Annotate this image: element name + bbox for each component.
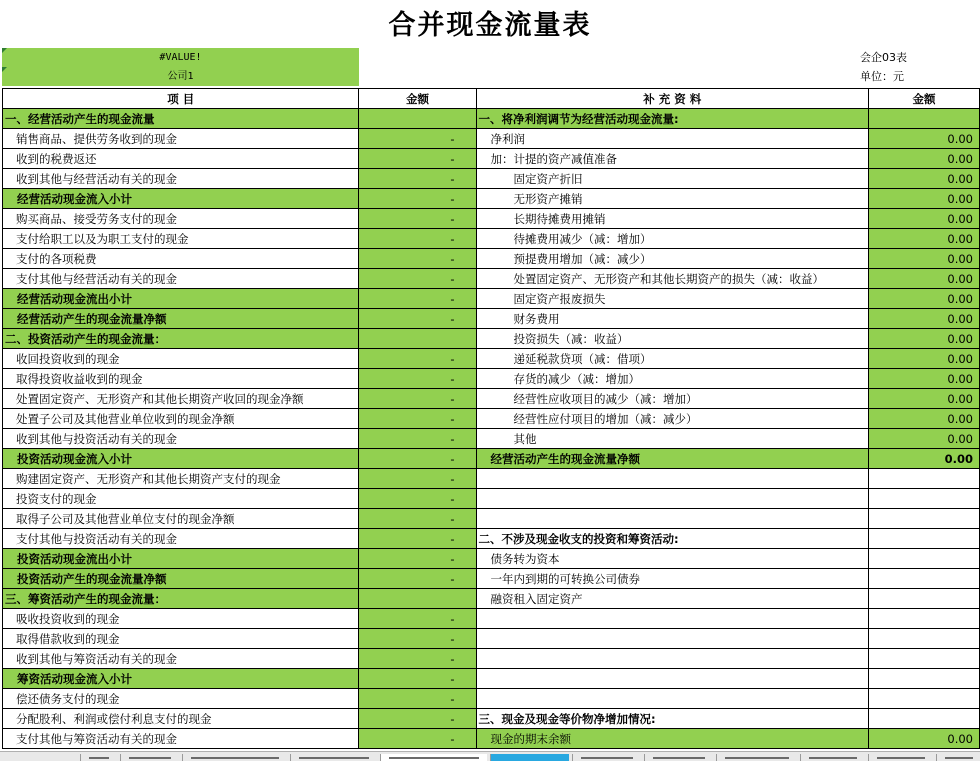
supplement-label-cell[interactable]: 经营性应付项目的增加（减：减少） (476, 409, 868, 429)
supplement-label-cell[interactable]: 待摊费用减少（减：增加） (476, 229, 868, 249)
supplement-label-cell[interactable]: 一、将净利润调节为经营活动现金流量: (476, 109, 868, 129)
amount-cell[interactable]: - (359, 249, 476, 269)
supplement-label-cell[interactable]: 财务费用 (476, 309, 868, 329)
supplement-label-cell[interactable]: 固定资产报废损失 (476, 289, 868, 309)
table-row (3, 249, 980, 269)
item-label-cell[interactable]: 处置固定资产、无形资产和其他长期资产收回的现金净额 (3, 389, 359, 409)
amount-cell[interactable]: - (359, 309, 476, 329)
supplement-amount-cell[interactable] (868, 109, 979, 129)
table-row (3, 269, 980, 289)
supplement-label-cell[interactable]: 债务转为资本 (476, 549, 868, 569)
supplement-label-cell[interactable]: 其他 (476, 429, 868, 449)
table-row (3, 609, 980, 629)
column-header-item[interactable]: 项 目 (3, 89, 359, 109)
supplement-label-cell[interactable] (476, 669, 868, 689)
value-error-cell[interactable]: #VALUE! (2, 48, 359, 67)
company-header-cell[interactable] (2, 48, 359, 86)
supplement-amount-cell[interactable]: 0.00 (868, 289, 979, 309)
table-row (3, 489, 980, 509)
table-row (3, 589, 980, 609)
supplement-label-cell[interactable]: 无形资产摊销 (476, 189, 868, 209)
supplement-amount-cell[interactable]: 0.00 (868, 429, 979, 449)
supplement-label-cell[interactable]: 预提费用增加（减：减少） (476, 249, 868, 269)
table-row (3, 509, 980, 529)
amount-cell[interactable]: - (359, 229, 476, 249)
table-row (3, 129, 980, 149)
supplement-label-cell[interactable] (476, 689, 868, 709)
amount-cell[interactable]: - (359, 389, 476, 409)
column-header-supplement[interactable]: 补 充 资 料 (476, 89, 868, 109)
supplement-amount-cell[interactable]: 0.00 (868, 149, 979, 169)
item-label-cell[interactable]: 取得子公司及其他营业单位支付的现金净额 (3, 509, 359, 529)
supplement-label-cell[interactable] (476, 609, 868, 629)
supplement-label-cell[interactable]: 存货的减少（减：增加） (476, 369, 868, 389)
table-row (3, 409, 980, 429)
item-label-cell[interactable]: 二、投资活动产生的现金流量： (3, 329, 359, 349)
item-label-cell[interactable]: 投资活动现金流出小计 (3, 549, 359, 569)
amount-cell[interactable] (359, 329, 476, 349)
supplement-amount-cell[interactable]: 0.00 (868, 449, 979, 469)
supplement-label-cell[interactable] (476, 649, 868, 669)
supplement-amount-cell[interactable]: 0.00 (868, 389, 979, 409)
amount-cell[interactable]: - (359, 349, 476, 369)
supplement-label-cell[interactable]: 二、不涉及现金收支的投资和筹资活动: (476, 529, 868, 549)
supplement-amount-cell[interactable] (868, 609, 979, 629)
supplement-label-cell[interactable]: 长期待摊费用摊销 (476, 209, 868, 229)
supplement-amount-cell[interactable] (868, 589, 979, 609)
item-label-cell[interactable]: 分配股利、利润或偿付利息支付的现金 (3, 709, 359, 729)
supplement-label-cell[interactable]: 一年内到期的可转换公司债券 (476, 569, 868, 589)
supplement-amount-cell[interactable]: 0.00 (868, 189, 979, 209)
company-name-cell[interactable]: 公司1 (2, 67, 359, 86)
item-label-cell[interactable]: 收到的税费返还 (3, 149, 359, 169)
supplement-label-cell[interactable]: 三、现金及现金等价物净增加情况: (476, 709, 868, 729)
supplement-amount-cell[interactable]: 0.00 (868, 309, 979, 329)
item-label-cell[interactable]: 销售商品、提供劳务收到的现金 (3, 129, 359, 149)
item-label-cell[interactable]: 收到其他与经营活动有关的现金 (3, 169, 359, 189)
amount-cell[interactable]: - (359, 429, 476, 449)
supplement-amount-cell[interactable] (868, 489, 979, 509)
amount-cell[interactable]: - (359, 169, 476, 189)
item-label-cell[interactable]: 支付其他与筹资活动有关的现金 (3, 729, 359, 749)
table-row (3, 289, 980, 309)
item-label-cell[interactable]: 处置子公司及其他营业单位收到的现金净额 (3, 409, 359, 429)
amount-cell[interactable]: - (359, 189, 476, 209)
supplement-amount-cell[interactable] (868, 509, 979, 529)
item-label-cell[interactable]: 支付的各项税费 (3, 249, 359, 269)
amount-cell[interactable]: - (359, 449, 476, 469)
form-code: 会企03表 (860, 51, 907, 64)
amount-cell[interactable] (359, 109, 476, 129)
item-label-cell[interactable]: 取得投资收益收到的现金 (3, 369, 359, 389)
supplement-amount-cell[interactable] (868, 569, 979, 589)
table-row (3, 649, 980, 669)
supplement-label-cell[interactable]: 加：计提的资产减值准备 (476, 149, 868, 169)
supplement-amount-cell[interactable] (868, 549, 979, 569)
amount-cell[interactable]: - (359, 649, 476, 669)
supplement-label-cell[interactable] (476, 489, 868, 509)
item-label-cell[interactable]: 收回投资收到的现金 (3, 349, 359, 369)
supplement-label-cell[interactable]: 经营性应收项目的减少（减：增加） (476, 389, 868, 409)
item-label-cell[interactable]: 三、筹资活动产生的现金流量： (3, 589, 359, 609)
amount-cell[interactable]: - (359, 609, 476, 629)
table-row (3, 569, 980, 589)
supplement-amount-cell[interactable] (868, 689, 979, 709)
item-label-cell[interactable]: 投资支付的现金 (3, 489, 359, 509)
supplement-amount-cell[interactable]: 0.00 (868, 229, 979, 249)
form-info (860, 48, 970, 86)
table-row (3, 349, 980, 369)
item-label-cell[interactable]: 取得借款收到的现金 (3, 629, 359, 649)
table-row (3, 669, 980, 689)
column-header-amount[interactable]: 金额 (359, 89, 476, 109)
cash-flow-table (2, 88, 980, 749)
amount-cell[interactable]: - (359, 629, 476, 649)
amount-cell[interactable]: - (359, 149, 476, 169)
supplement-amount-cell[interactable]: 0.00 (868, 269, 979, 289)
table-row (3, 449, 980, 469)
table-row (3, 429, 980, 449)
table-row (3, 389, 980, 409)
amount-cell[interactable]: - (359, 129, 476, 149)
amount-cell[interactable]: - (359, 289, 476, 309)
amount-cell[interactable]: - (359, 369, 476, 389)
item-label-cell[interactable]: 支付其他与经营活动有关的现金 (3, 269, 359, 289)
table-row (3, 229, 980, 249)
supplement-label-cell[interactable]: 投资损失（减：收益） (476, 329, 868, 349)
supplement-label-cell[interactable]: 固定资产折旧 (476, 169, 868, 189)
supplement-label-cell[interactable]: 净利润 (476, 129, 868, 149)
item-label-cell[interactable]: 投资活动产生的现金流量净额 (3, 569, 359, 589)
table-row (3, 629, 980, 649)
supplement-amount-cell[interactable]: 0.00 (868, 129, 979, 149)
amount-cell[interactable]: - (359, 729, 476, 749)
amount-cell[interactable]: - (359, 489, 476, 509)
supplement-amount-cell[interactable] (868, 709, 979, 729)
table-row (3, 689, 980, 709)
supplement-label-cell[interactable]: 融资租入固定资产 (476, 589, 868, 609)
item-label-cell[interactable]: 收到其他与筹资活动有关的现金 (3, 649, 359, 669)
amount-cell[interactable]: - (359, 669, 476, 689)
table-row (3, 169, 980, 189)
unit-label: 单位：元 (860, 70, 904, 83)
item-label-cell[interactable]: 筹资活动现金流入小计 (3, 669, 359, 689)
supplement-amount-cell[interactable]: 0.00 (868, 249, 979, 269)
table-row (3, 529, 980, 549)
amount-cell[interactable]: - (359, 569, 476, 589)
table-row (3, 709, 980, 729)
table-row (3, 309, 980, 329)
table-row (3, 209, 980, 229)
item-label-cell[interactable]: 支付给职工以及为职工支付的现金 (3, 229, 359, 249)
amount-cell[interactable]: - (359, 469, 476, 489)
supplement-amount-cell[interactable]: 0.00 (868, 169, 979, 189)
supplement-label-cell[interactable] (476, 629, 868, 649)
supplement-amount-cell[interactable] (868, 669, 979, 689)
supplement-label-cell[interactable] (476, 509, 868, 529)
supplement-amount-cell[interactable] (868, 629, 979, 649)
table-row (3, 469, 980, 489)
item-label-cell[interactable]: 投资活动现金流入小计 (3, 449, 359, 469)
item-label-cell[interactable]: 偿还债务支付的现金 (3, 689, 359, 709)
supplement-label-cell[interactable] (476, 469, 868, 489)
item-label-cell[interactable]: 支付其他与投资活动有关的现金 (3, 529, 359, 549)
supplement-amount-cell[interactable]: 0.00 (868, 369, 979, 389)
supplement-amount-cell[interactable]: 0.00 (868, 209, 979, 229)
supplement-amount-cell[interactable]: 0.00 (868, 349, 979, 369)
supplement-label-cell[interactable]: 递延税款贷项（减：借项） (476, 349, 868, 369)
amount-cell[interactable]: - (359, 689, 476, 709)
supplement-amount-cell[interactable] (868, 469, 979, 489)
item-label-cell[interactable]: 吸收投资收到的现金 (3, 609, 359, 629)
amount-cell[interactable]: - (359, 509, 476, 529)
table-row (3, 329, 980, 349)
supplement-amount-cell[interactable] (868, 649, 979, 669)
amount-cell[interactable]: - (359, 549, 476, 569)
item-label-cell[interactable]: 经营活动现金流出小计 (3, 289, 359, 309)
supplement-amount-cell[interactable]: 0.00 (868, 329, 979, 349)
item-label-cell[interactable]: 经营活动产生的现金流量净额 (3, 309, 359, 329)
page-title: 合并现金流量表 (388, 10, 592, 41)
supplement-label-cell[interactable]: 处置固定资产、无形资产和其他长期资产的损失（减：收益） (476, 269, 868, 289)
amount-cell[interactable]: - (359, 209, 476, 229)
supplement-amount-cell[interactable]: 0.00 (868, 409, 979, 429)
item-label-cell[interactable]: 购建固定资产、无形资产和其他长期资产支付的现金 (3, 469, 359, 489)
supplement-label-cell[interactable]: 现金的期末余额 (476, 729, 868, 749)
item-label-cell[interactable]: 购买商品、接受劳务支付的现金 (3, 209, 359, 229)
table-row (3, 149, 980, 169)
supplement-amount-cell[interactable] (868, 529, 979, 549)
amount-cell[interactable]: - (359, 409, 476, 429)
supplement-label-cell[interactable]: 经营活动产生的现金流量净额 (476, 449, 868, 469)
table-row (3, 729, 980, 749)
item-label-cell[interactable]: 经营活动现金流入小计 (3, 189, 359, 209)
item-label-cell[interactable]: 一、经营活动产生的现金流量 (3, 109, 359, 129)
item-label-cell[interactable]: 收到其他与投资活动有关的现金 (3, 429, 359, 449)
amount-cell[interactable]: - (359, 709, 476, 729)
table-row (3, 369, 980, 389)
column-header-amount-2[interactable]: 金额 (868, 89, 979, 109)
amount-cell[interactable]: - (359, 269, 476, 289)
table-row (3, 549, 980, 569)
column-header-row (3, 89, 980, 109)
supplement-amount-cell[interactable]: 0.00 (868, 729, 979, 749)
amount-cell[interactable] (359, 589, 476, 609)
table-row (3, 109, 980, 129)
table-row (3, 189, 980, 209)
amount-cell[interactable]: - (359, 529, 476, 549)
